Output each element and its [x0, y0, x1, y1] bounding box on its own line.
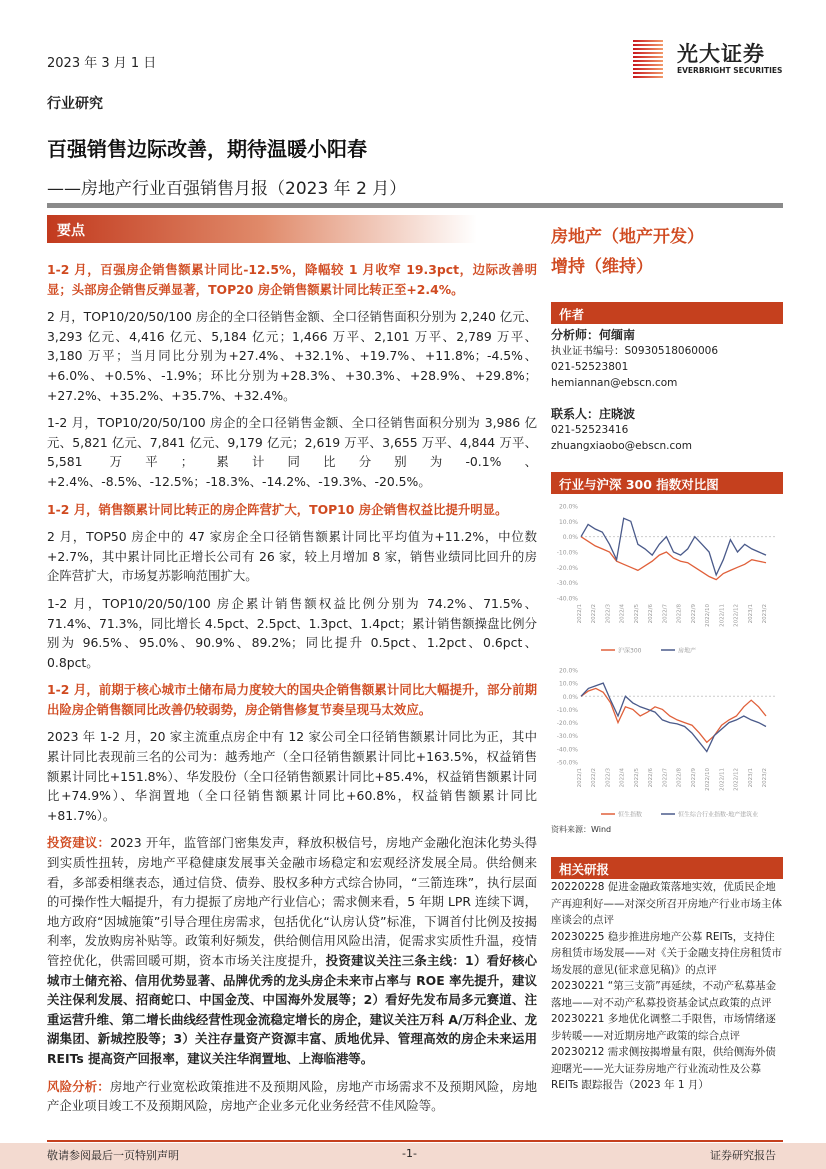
x-tick-label: 2022/1	[577, 604, 583, 624]
logo-en: EVERBRIGHT SECURITIES	[677, 66, 783, 75]
y-tick-label: -40.0%	[556, 595, 578, 603]
y-tick-label: 20.0%	[558, 667, 578, 675]
related-report[interactable]: 20230212 需求侧按揭增量有限，供给侧海外债迎曙光——光大证券房地产行业流动性及公募REITs 跟踪报告（2023 年 1 月）	[551, 1046, 776, 1091]
invest-text: 2023 开年，监管部门密集发声，释放积极信号，房地产金融化泡沫化势头得到实质性扭转，房地产平稳健康发展事关金融市场稳定和宏观经济发展全局。供给侧来看，多部委相继表态，通过信贷、债券、股权多种方式综合协同，“三箭连珠”，执行层面的可操作性大幅提升，有力提振了房地产行业信心；需求侧来看，5 年期 LPR 连续下调，地方政府“因城施策”引导合理住房需求，包括优化“认房认贷”标准，下调首付比例及按揭利率，发放购房补贴等。政策利好频发，供给侧信用风险出清，促需求实质性升温，疫情管控优化，供需回暖可期，资本市场关注度提升，	[47, 835, 538, 968]
risk-label: 风险分析：	[47, 1078, 110, 1094]
x-tick-label: 2023/2	[762, 768, 768, 788]
paragraph: 1-2 月，TOP10/20/50/100 房企的全口径销售金额、全口径销售面积分别为 3,986 亿元、5,821 亿元、7,841 亿元、9,179 亿元；2,619 万平、3,655 万平、4,844 万平、5,581 万平；累计同比分别为-0.1%、+2.4%、-8.5%、-12.5%；-18.3%、-14.2%、-19.3%、-20.5%。	[47, 415, 537, 489]
x-tick-label: 2022/12	[733, 768, 740, 791]
report-type: 证券研究报告	[710, 1149, 776, 1162]
footer	[0, 1143, 826, 1169]
chart-industry-vs-csi300	[551, 498, 783, 658]
x-tick-label: 2022/9	[690, 604, 697, 624]
related-report[interactable]: 20230225 稳步推进房地产公募 REITs，支持住房租赁市场发展——对《关于金融支持住房租赁市场发展的意见(征求意见稿)》的点评	[551, 930, 782, 976]
logo-mark-icon	[633, 38, 663, 80]
sidebar	[551, 222, 783, 1094]
y-tick-label: -10.0%	[556, 706, 578, 714]
chart-banner: 行业与沪深 300 指数对比图	[551, 472, 783, 494]
legend-label: 沪深300	[618, 647, 642, 655]
invest-bold: 投资建议关注三条主线：1）看好核心城市土储充裕、信用优势显著、品牌优秀的龙头房企未来市占率与 ROE 率先提升，建议关注保利发展、招商蛇口、中国金茂、中国海外发展等；2）看好先发布局多元赛道、注重运营升维、第二增长曲线经营性现金流稳定增长的房企，建议关注万科 A/万科企业、龙湖集团、新城控股等；3）关注存量资产资源丰富、质地优异、管理高效的房企未来运用 REITs 提高资产回报率，建议关注华润置地、上海临港等。	[47, 953, 538, 1066]
highlight-3: 1-2 月，前期于核心城市土储布局力度较大的国央企销售额累计同比大幅提升，部分前期出险房企销售额同比改善仍较弱势，房企销售修复节奏呈现马太效应。	[47, 682, 537, 717]
invest-label: 投资建议：	[47, 835, 111, 851]
contact-email[interactable]: zhuangxiaobo@ebscn.com	[551, 440, 692, 452]
y-tick-label: 10.0%	[558, 518, 578, 526]
page-number: -1-	[402, 1147, 417, 1160]
investment-advice	[47, 833, 537, 1068]
author-banner: 作者	[551, 302, 783, 324]
contact-name: 联系人：庄晓波	[551, 407, 636, 421]
x-tick-label: 2022/11	[719, 768, 726, 791]
y-tick-label: 0.0%	[562, 534, 578, 542]
paragraph: 2 月，TOP10/20/50/100 房企的全口径销售金额、全口径销售面积分别为 2,240 亿元、3,293 亿元、4,416 亿元、5,184 亿元；1,466 万平、2,101 万平、2,789 万平、3,180 万平；当月同比分别为+27.4%、+32.1%、+19.7%、+11.8%；-4.5%、+6.0%、+0.5%、-1.9%；环比分别为+28.3%、+30.3%、+28.9%、+29.8%；+27.2%、+35.2%、+35.7%、+32.4%。	[47, 309, 537, 403]
x-tick-label: 2022/6	[648, 768, 655, 788]
paragraph: 2 月，TOP50 房企中的 47 家房企全口径销售额累计同比平均值为+11.2%，中位数+2.7%，其中累计同比正增长公司有 26 家，较上月增加 8 家，销售业绩同比回升的房企阵营扩大，市场复苏影响范围扩大。	[47, 529, 537, 584]
x-tick-label: 2022/8	[676, 604, 683, 624]
header-divider	[47, 203, 783, 208]
x-tick-label: 2022/8	[676, 768, 683, 788]
analyst-cert: 执业证书编号：S0930518060006	[551, 345, 719, 357]
analyst-phone: 021-52523801	[551, 361, 629, 373]
x-tick-label: 2022/3	[605, 768, 612, 788]
chart-source: 资料来源：Wind	[551, 825, 612, 834]
related-report[interactable]: 20230221 多地优化调整二手限售，市场情绪逐步转暖——对近期房地产政策的综合点评	[551, 1013, 776, 1042]
x-tick-label: 2022/5	[633, 604, 640, 624]
x-tick-label: 2023/1	[747, 768, 754, 788]
x-tick-label: 2022/4	[619, 768, 626, 788]
x-tick-label: 2022/2	[591, 768, 598, 788]
contact-phone: 021-52523416	[551, 424, 629, 436]
rating: 增持（维持）	[551, 257, 653, 277]
related-report[interactable]: 20230221 “第三支箭”再延续，不动产私募基金落地——对不动产私募投资基金试点政策的点评	[551, 980, 777, 1009]
x-tick-label: 2022/11	[719, 604, 726, 627]
analyst-email[interactable]: hemiannan@ebscn.com	[551, 377, 678, 389]
y-tick-label: 10.0%	[558, 680, 578, 688]
x-tick-label: 2022/2	[591, 604, 598, 624]
y-tick-label: -30.0%	[556, 580, 578, 588]
risk-text: 房地产行业宽松政策推进不及预期风险，房地产市场需求不及预期风险，房地产企业项目竣工不及预期风险，房地产企业多元化业务经营不佳风险等。	[47, 1078, 537, 1114]
analyst-name: 分析师：何缅南	[551, 328, 636, 342]
footer-divider	[47, 1140, 783, 1142]
related-reports	[551, 879, 783, 1094]
report-date: 2023 年 3 月 1 日	[47, 56, 157, 71]
chart-hk-property-vs-hsi	[551, 662, 783, 822]
x-tick-label: 2022/7	[662, 768, 669, 788]
legend-label: 恒生综合行业指数-地产建筑业	[678, 811, 759, 819]
y-tick-label: -40.0%	[556, 746, 578, 754]
x-tick-label: 2022/5	[633, 768, 640, 788]
y-tick-label: 0.0%	[562, 693, 578, 701]
legend-label: 恒生指数	[618, 811, 643, 819]
industry: 房地产（地产开发）	[551, 227, 704, 247]
related-report[interactable]: 20220228 促进金融政策落地实效，优质民企地产再迎利好——对深交所召开房地产行业市场主体座谈会的点评	[551, 881, 782, 926]
x-tick-label: 2022/10	[705, 768, 712, 791]
main-content	[47, 260, 537, 1124]
x-tick-label: 2022/10	[705, 604, 712, 627]
related-banner: 相关研报	[551, 857, 783, 879]
report-title: 百强销售边际改善，期待温暖小阳春	[47, 137, 367, 161]
x-tick-label: 2023/2	[762, 604, 768, 624]
report-subtitle: ——房地产行业百强销售月报（2023 年 2 月）	[47, 179, 407, 199]
y-tick-label: 20.0%	[558, 503, 578, 511]
everbright-logo	[633, 38, 783, 80]
x-tick-label: 2022/7	[662, 604, 669, 624]
x-tick-label: 2022/1	[577, 768, 583, 788]
paragraph: 1-2 月，TOP10/20/50/100 房企累计销售额权益比例分别为 74.2%、71.5%、71.4%、71.3%，同比增长 4.5pct、2.5pct、1.3pct、1.4pct；累计销售额操盘比例分别为 96.5%、95.0%、90.9%、89.2%；同比提升 0.5pct、1.2pct、0.6pct、0.8pct。	[47, 595, 537, 670]
y-tick-label: -30.0%	[556, 733, 578, 741]
legend-label: 房地产	[678, 647, 697, 655]
x-tick-label: 2022/4	[619, 604, 626, 624]
y-tick-label: -50.0%	[556, 759, 578, 767]
highlight-2: 1-2 月，销售额累计同比转正的房企阵营扩大，TOP10 房企销售权益比提升明显。	[47, 501, 508, 517]
risk-analysis	[47, 1077, 537, 1116]
x-tick-label: 2022/3	[605, 604, 612, 624]
x-tick-label: 2023/1	[747, 604, 754, 624]
y-tick-label: -20.0%	[556, 564, 578, 572]
logo-cn: 光大证券	[677, 42, 765, 66]
x-tick-label: 2022/9	[690, 768, 697, 788]
highlight-1: 1-2 月，百强房企销售额累计同比-12.5%，降幅较 1 月收窄 19.3pct，边际改善明显；头部房企销售反弹显著，TOP20 房企销售额累计同比转正至+2.4%。	[47, 262, 537, 297]
keypoints-banner: 要点	[47, 215, 477, 243]
y-tick-label: -20.0%	[556, 720, 578, 728]
x-tick-label: 2022/6	[648, 604, 655, 624]
x-tick-label: 2022/12	[733, 604, 740, 627]
report-category: 行业研究	[47, 96, 103, 112]
y-tick-label: -10.0%	[556, 549, 578, 557]
footer-disclaimer[interactable]: 敬请参阅最后一页特别声明	[47, 1149, 179, 1162]
paragraph: 2023 年 1-2 月，20 家主流重点房企中有 12 家公司全口径销售额累计同比为正，其中累计同比表现前三名的公司为：越秀地产（全口径销售额累计同比+163.5%，权益销售额累计同比+151.8%）、华发股份（全口径销售额累计同比+85.4%，权益销售额累计同比+74.9%）、华润置地（全口径销售额累计同比+60.8%，权益销售额累计同比+81.7%）。	[47, 729, 537, 823]
